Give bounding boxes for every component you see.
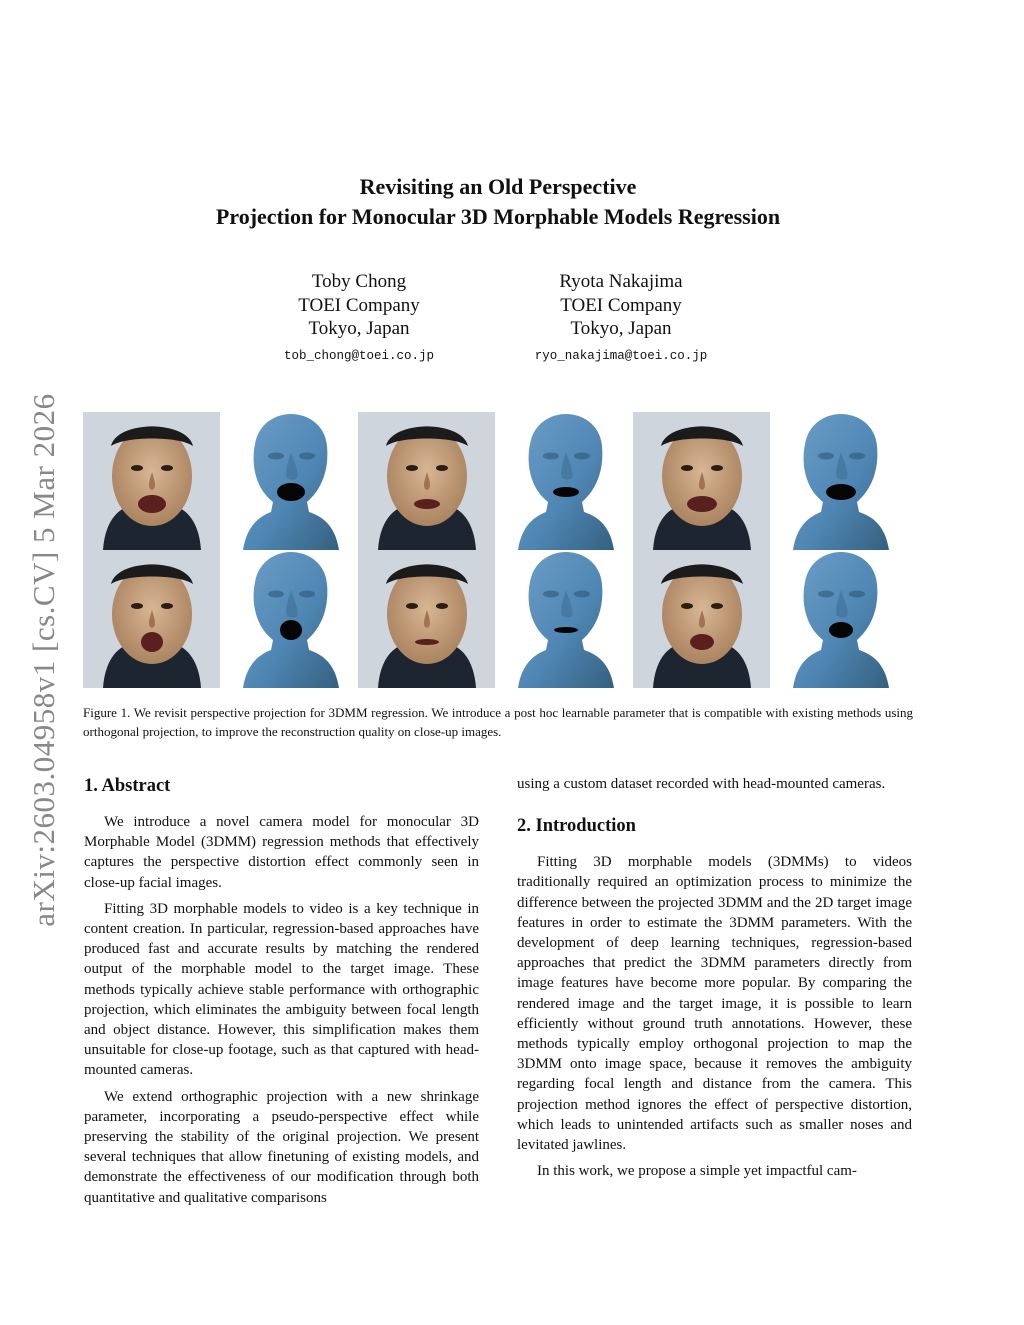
abstract-continuation: using a custom dataset recorded with head-mounted cameras. (517, 776, 886, 792)
face-photo (83, 412, 220, 550)
abstract-paragraph: We extend orthographic projection with a new shrinkage parameter, incorporating a pseudo-perspective effect while preserving the stability of the original projection. We present several techniques that allow finetuning of existing models, and demonstrate the effectiveness of our modification through both quantitative and qualitative comparisons (84, 1088, 479, 1206)
reconstructed-mesh (221, 412, 358, 550)
author-email[interactable]: tob_chong@toei.co.jp (283, 348, 435, 363)
reconstructed-mesh (771, 412, 908, 550)
reconstructed-mesh (496, 412, 633, 550)
face-photo (633, 412, 770, 550)
arxiv-identifier: arXiv:2603.04958v1 [cs.CV] 5 Mar 2026 (26, 393, 61, 927)
author-email[interactable]: ryo_nakajima@toei.co.jp (534, 348, 708, 363)
face-photo (83, 550, 220, 688)
paper-title (0, 172, 996, 232)
abstract-paragraph: Fitting 3D morphable models to video is a key technique in content creation. In particular, regression-based approaches have produced fast and accurate results by matching the rendered output of the morphable model to the target image. These methods typically achieve stable performance with orthographic projection, which eliminates the ambiguity between focal length and object distance. However, this simplification makes them unsuitable for close-up footage, such as that captured with head-mounted cameras. (84, 900, 479, 1079)
introduction-paragraph: Fitting 3D morphable models (3DMMs) to videos traditionally required an optimization process to minimize the difference between the projected 3DMM and the 2D target image features in order to estimate the 3DMM parameters. With the development of deep learning techniques, regression-based approaches that predict the 3DMM parameters directly from image features have become more popular. By comparing the rendered image and the target image, it is possible to learn efficiently without ground truth annotations. However, these methods typically employ orthogonal projection to map the 3DMM onto image space, because it removes the ambiguity regarding focal length and distance from the camera. This projection method ignores the effect of perspective distortion, which leads to unintended artifacts such as smaller noses and levitated jawlines. (517, 854, 912, 1154)
figure-caption: Figure 1. We revisit perspective projection for 3DMM regression. We introduce a post hoc learnable parameter that is compatible with existing methods using orthogonal projection, to improve the reconstruction quality on close-up images. (83, 705, 913, 739)
abstract-paragraph: We introduce a novel camera model for monocular 3D Morphable Model (3DMM) regression methods that effectively captures the perspective distortion effect commonly seen in close-up facial images. (84, 814, 479, 891)
author-block-1 (229, 270, 489, 365)
author-affiliation: TOEI Company (298, 294, 420, 316)
section-heading-introduction: 2. Introduction (517, 816, 636, 837)
title-line-2: Projection for Monocular 3D Morphable Models Regression (215, 204, 781, 229)
face-photo (633, 550, 770, 688)
title-line-1: Revisiting an Old Perspective (359, 174, 637, 199)
reconstructed-mesh (221, 550, 358, 688)
author-affiliation: TOEI Company (560, 294, 682, 316)
section-heading-abstract: 1. Abstract (84, 776, 171, 796)
author-name: Ryota Nakajima (559, 271, 683, 292)
reconstructed-mesh (496, 550, 633, 688)
figure-1-image-grid (83, 412, 905, 688)
reconstructed-mesh (771, 550, 908, 688)
introduction-paragraph: In this work, we propose a simple yet impactful cam- (537, 1163, 857, 1180)
right-column (517, 774, 912, 1187)
face-photo (358, 412, 495, 550)
author-location: Tokyo, Japan (570, 318, 672, 339)
author-block-2 (491, 270, 751, 365)
face-photo (358, 550, 495, 688)
left-column (84, 774, 479, 1214)
author-location: Tokyo, Japan (308, 318, 410, 339)
author-name: Toby Chong (311, 271, 407, 292)
